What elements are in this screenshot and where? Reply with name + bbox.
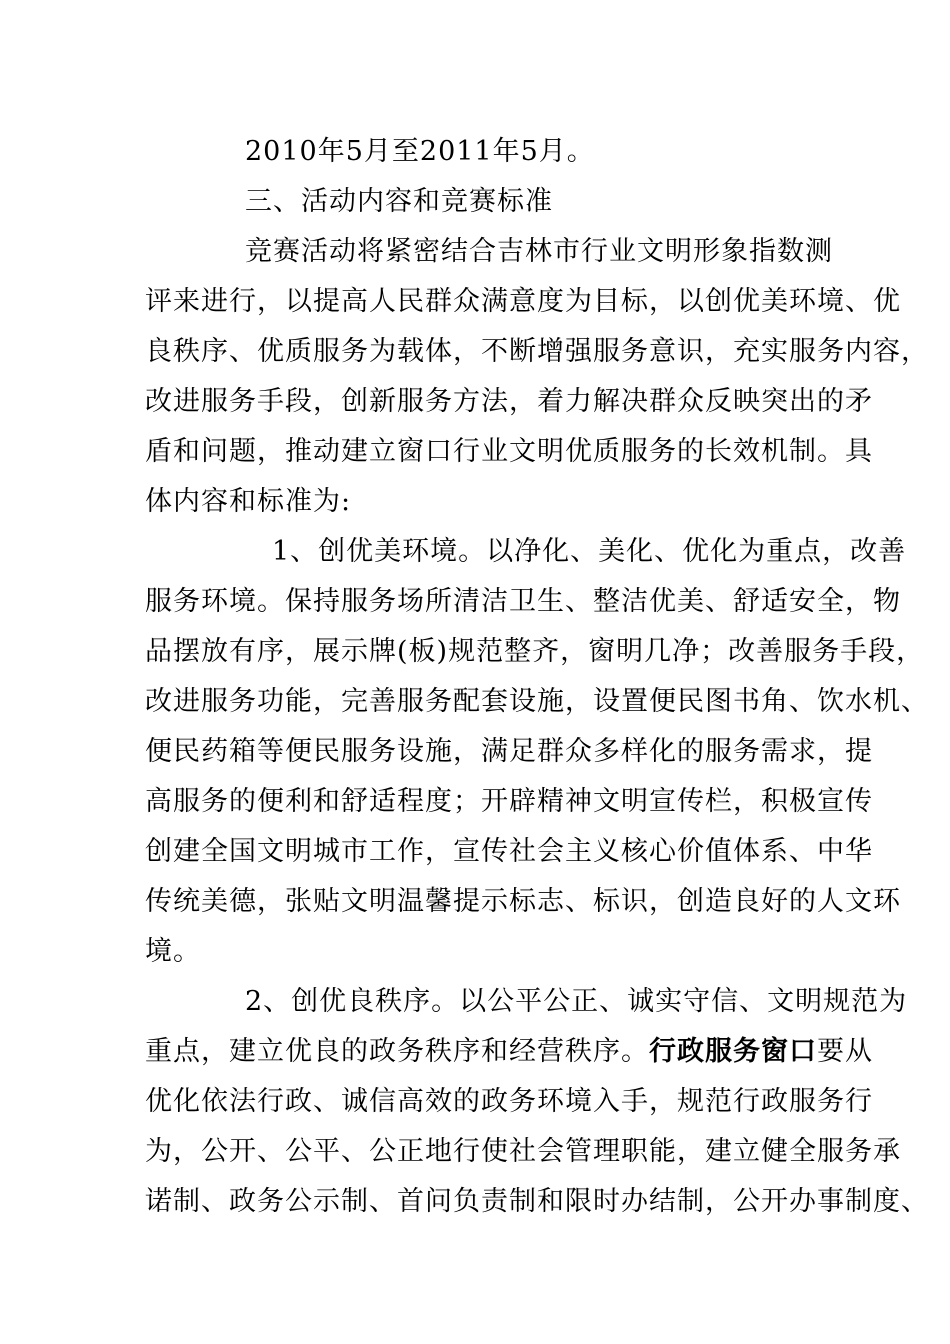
section-heading: 三、活动内容和竞赛标准 [245,186,553,217]
text-line: 1、创优美环境。以净化、美化、优化为重点，改善 [272,536,907,567]
text-line: 体内容和标准为: [145,486,352,517]
text-line: 传统美德，张贴文明温馨提示标志、标识，创造良好的人文环 [145,886,901,917]
bold-phrase: 行政服务窗口 [649,1036,817,1067]
text-segment: 要从 [817,1036,873,1067]
text-line: 2、创优良秩序。以公平公正、诚实守信、文明规范为 [245,986,908,1017]
text-line: 高服务的便利和舒适程度；开辟精神文明宣传栏，积极宣传 [145,786,873,817]
text-line: 便民药箱等便民服务设施，满足群众多样化的服务需求，提 [145,736,873,767]
text-line: 优化依法行政、诚信高效的政务环境入手，规范行政服务行 [145,1086,873,1117]
text-line: 诺制、政务公示制、首问负责制和限时办结制，公开办事制度、 [145,1186,929,1217]
text-line: 境。 [145,936,201,967]
text-line: 服务环境。保持服务场所清洁卫生、整洁优美、舒适安全，物 [145,586,901,617]
text-line: 评来进行，以提高人民群众满意度为目标，以创优美环境、优 [145,286,901,317]
text-line: 改进服务功能，完善服务配套设施，设置便民图书角、饮水机、 [145,686,929,717]
text-line: 品摆放有序，展示牌(板)规范整齐，窗明几净；改善服务手段， [145,636,925,667]
text-line: 盾和问题，推动建立窗口行业文明优质服务的长效机制。具 [145,436,873,467]
text-line-with-bold [145,1032,873,1072]
text-line: 良秩序、优质服务为载体，不断增强服务意识，充实服务内容， [145,336,929,367]
text-line: 2010年5月至2011年5月。 [245,136,595,167]
text-line: 改进服务手段，创新服务方法，着力解决群众反映突出的矛 [145,386,873,417]
text-segment: 重点，建立优良的政务秩序和经营秩序。 [145,1036,649,1067]
text-line: 创建全国文明城市工作，宣传社会主义核心价值体系、中华 [145,836,873,867]
text-line: 为，公开、公平、公正地行使社会管理职能，建立健全服务承 [145,1136,901,1167]
text-line: 竞赛活动将紧密结合吉林市行业文明形象指数测 [245,236,833,267]
